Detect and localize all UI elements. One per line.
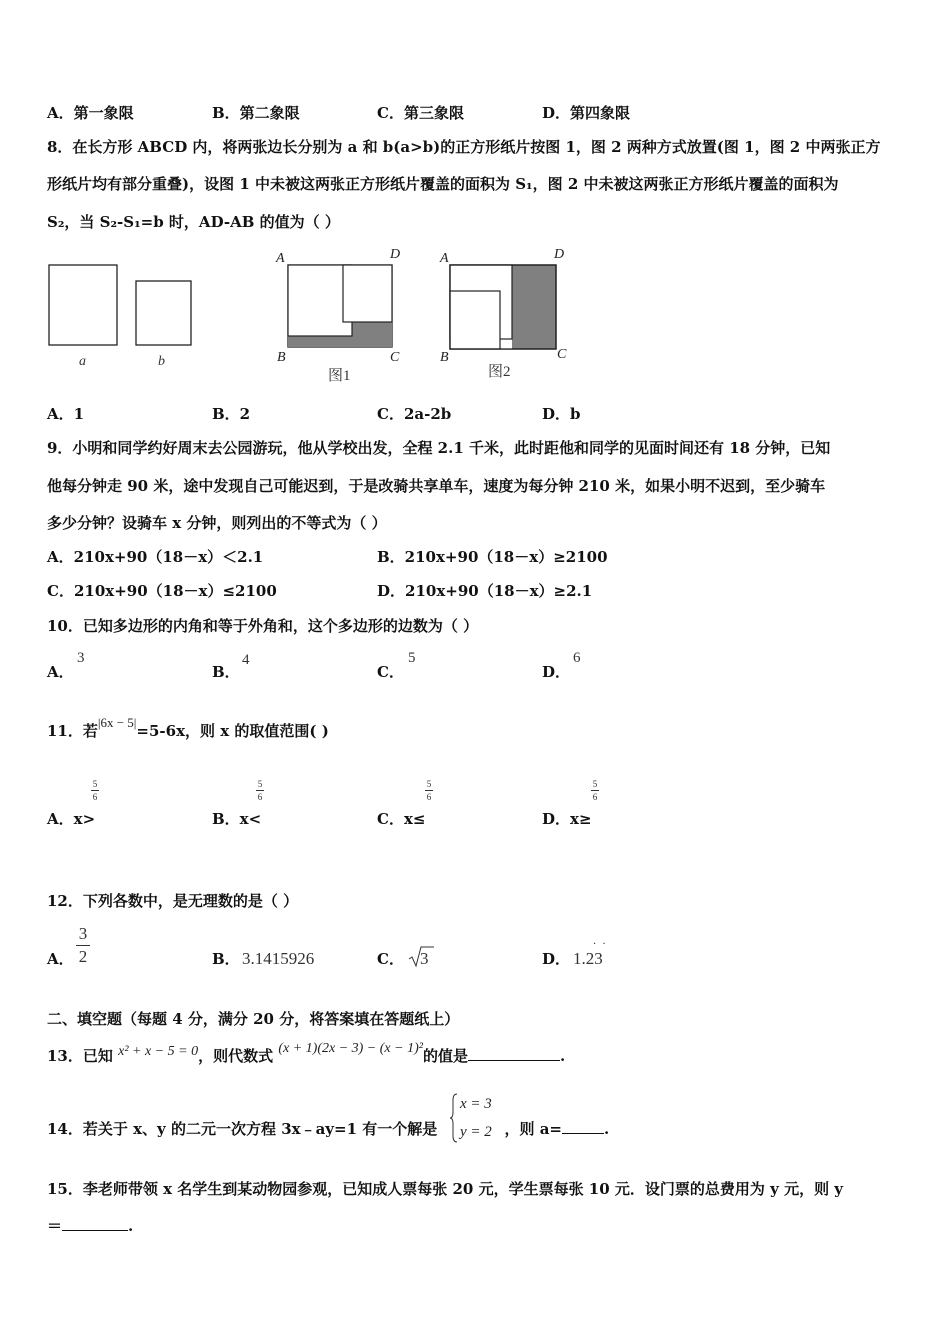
fig2-caption: 图2 <box>488 364 511 380</box>
square-a <box>49 265 117 345</box>
q15-stem-line1: 15．李老师带领 x 名学生到某动物园参观，已知成人票每张 20 元，学生票每张 10 元．设门票的总费用为 y 元，则 y <box>47 1180 844 1198</box>
left-brace-icon <box>449 1092 459 1144</box>
fig1-label-B: B <box>277 350 286 365</box>
q12-option-b-label: B． <box>212 950 240 968</box>
q13-equation: x² + x − 5 = 0 <box>118 1044 199 1059</box>
q11-option-a: A．x> <box>47 810 96 828</box>
label-a: a <box>79 354 86 369</box>
q10-option-c-label: C． <box>377 663 404 681</box>
q12-option-c-label: C． <box>377 950 404 968</box>
q10-option-c-value: 5 <box>408 650 416 666</box>
q7-option-c: C．第三象限 <box>377 104 464 122</box>
repeating-dots-icon: · · <box>593 939 606 950</box>
q8-option-c: C．2a-2b <box>377 405 452 423</box>
q10-option-a-value: 3 <box>77 650 85 666</box>
q11-option-a-frac: 5 6 <box>92 779 98 802</box>
q8-option-d: D．b <box>542 405 581 423</box>
q10-option-b-value: 4 <box>242 652 250 668</box>
fig2-label-A: A <box>440 251 449 266</box>
q14-prefix: 14．若关于 x、y 的二元一次方程 3x﹣ay=1 有一个解是 <box>47 1120 438 1138</box>
q12-option-a-frac: 3 2 <box>76 924 90 967</box>
q11-option-b-frac: 5 6 <box>257 779 263 802</box>
q15-answer-blank[interactable] <box>62 1216 128 1231</box>
fig2-label-D: D <box>554 247 565 262</box>
fig2-label-C: C <box>557 347 567 362</box>
fig1-caption: 图1 <box>328 368 351 384</box>
q14-system <box>449 1092 509 1146</box>
q13-expression: (x + 1)(2x − 3) − (x − 1)² <box>278 1041 423 1056</box>
q12-stem: 12．下列各数中，是无理数的是（ ） <box>47 892 299 910</box>
q8-stem-line1: 8．在长方形 ABCD 内，将两张边长分别为 a 和 b(a>b)的正方形纸片按图 1，图 2 两种方式放置(图 1，图 2 中两张正方 <box>47 138 881 156</box>
q11-option-b: B．x< <box>212 810 262 828</box>
q14-solution-x: x = 3 <box>460 1096 492 1112</box>
q9-stem-line1: 9．小明和同学约好周末去公园游玩，他从学校出发，全程 2.1 千米，此时距他和同学的见面时间还有 18 分钟，已知 <box>47 439 831 457</box>
q10-option-b-label: B． <box>212 663 240 681</box>
q14-stem: 14．若关于 x、y 的二元一次方程 3x﹣ay=1 有一个解是 ，则 a= . <box>47 1120 610 1138</box>
q9-option-a: A．210x+90（18－x）＜2.1 <box>47 548 264 566</box>
q11-option-d-frac: 5 6 <box>592 779 598 802</box>
figure-2 <box>439 247 567 380</box>
q11-option-d: D．x≥ <box>542 810 592 828</box>
q13-mid: ，则代数式 <box>198 1047 274 1065</box>
q11-option-c-frac: 5 6 <box>426 779 432 802</box>
q11-suffix: =5-6x，则 x 的取值范围( ) <box>136 722 329 740</box>
fig1-label-C: C <box>390 350 400 365</box>
q11-option-c: C．x≤ <box>377 810 426 828</box>
q8-figure <box>0 240 950 390</box>
q9-option-d: D．210x+90（18－x）≥2.1 <box>377 582 593 600</box>
q13-answer-blank[interactable] <box>468 1046 560 1061</box>
fig1-label-D: D <box>390 247 401 262</box>
q15-stem-line2: ＝ . <box>47 1217 134 1235</box>
q10-option-d-value: 6 <box>573 650 581 666</box>
square-b <box>136 281 191 345</box>
fig2-label-B: B <box>440 350 449 365</box>
q13-prefix: 13．已知 <box>47 1047 113 1065</box>
q11-prefix: 11．若 <box>47 722 98 740</box>
q9-option-c: C．210x+90（18－x）≤2100 <box>47 582 277 600</box>
q8-option-b: B．2 <box>212 405 251 423</box>
q8-stem-line3: S₂，当 S₂-S₁=b 时，AD-AB 的值为（ ） <box>47 213 340 231</box>
q9-stem-line3: 多少分钟？设骑车 x 分钟，则列出的不等式为（ ） <box>47 514 387 532</box>
q7-option-b: B．第二象限 <box>212 104 300 122</box>
q13-suffix: 的值是 <box>422 1047 468 1065</box>
q8-option-a: A．1 <box>47 405 85 423</box>
label-b: b <box>158 354 165 369</box>
q12-option-c-value: 3 <box>420 949 429 968</box>
q9-option-b: B．210x+90（18－x）≥2100 <box>377 548 608 566</box>
figure-1 <box>275 247 400 384</box>
q7-option-d: D．第四象限 <box>542 104 631 122</box>
section-2-title: 二、填空题（每题 4 分，满分 20 分，将答案填在答题纸上） <box>47 1010 460 1028</box>
q10-option-a-label: A． <box>47 663 74 681</box>
q12-option-d-label: D． <box>542 950 571 968</box>
fig1-label-A: A <box>276 251 285 266</box>
q10-stem: 10．已知多边形的内角和等于外角和，这个多边形的边数为（ ） <box>47 617 479 635</box>
q7-option-a: A．第一象限 <box>47 104 134 122</box>
q12-option-d-value: 1.23 <box>573 949 603 968</box>
q11-abs-expr: |6x − 5| <box>97 715 137 730</box>
q8-stem-line2: 形纸片均有部分重叠)，设图 1 中未被这两张正方形纸片覆盖的面积为 S₁，图 2 中未被这两张正方形纸片覆盖的面积为 <box>47 175 839 193</box>
q11-stem <box>47 715 329 742</box>
q14-suffix: ，则 a= <box>504 1120 562 1138</box>
q9-stem-line2: 他每分钟走 90 米，途中发现自己可能迟到，于是改骑共享单车，速度为每分钟 210 米，如果小明不迟到，至少骑车 <box>47 477 826 495</box>
q14-answer-blank[interactable] <box>562 1119 604 1134</box>
q14-solution-y: y = 2 <box>460 1124 492 1140</box>
q12-option-a-label: A． <box>47 950 74 968</box>
q10-option-d-label: D． <box>542 663 571 681</box>
q12-option-b-value: 3.1415926 <box>242 949 315 968</box>
q13-stem: 13．已知 x² + x − 5 = 0，则代数式 (x + 1)(2x − 3) − (x − 1)²的值是 . <box>47 1041 566 1065</box>
